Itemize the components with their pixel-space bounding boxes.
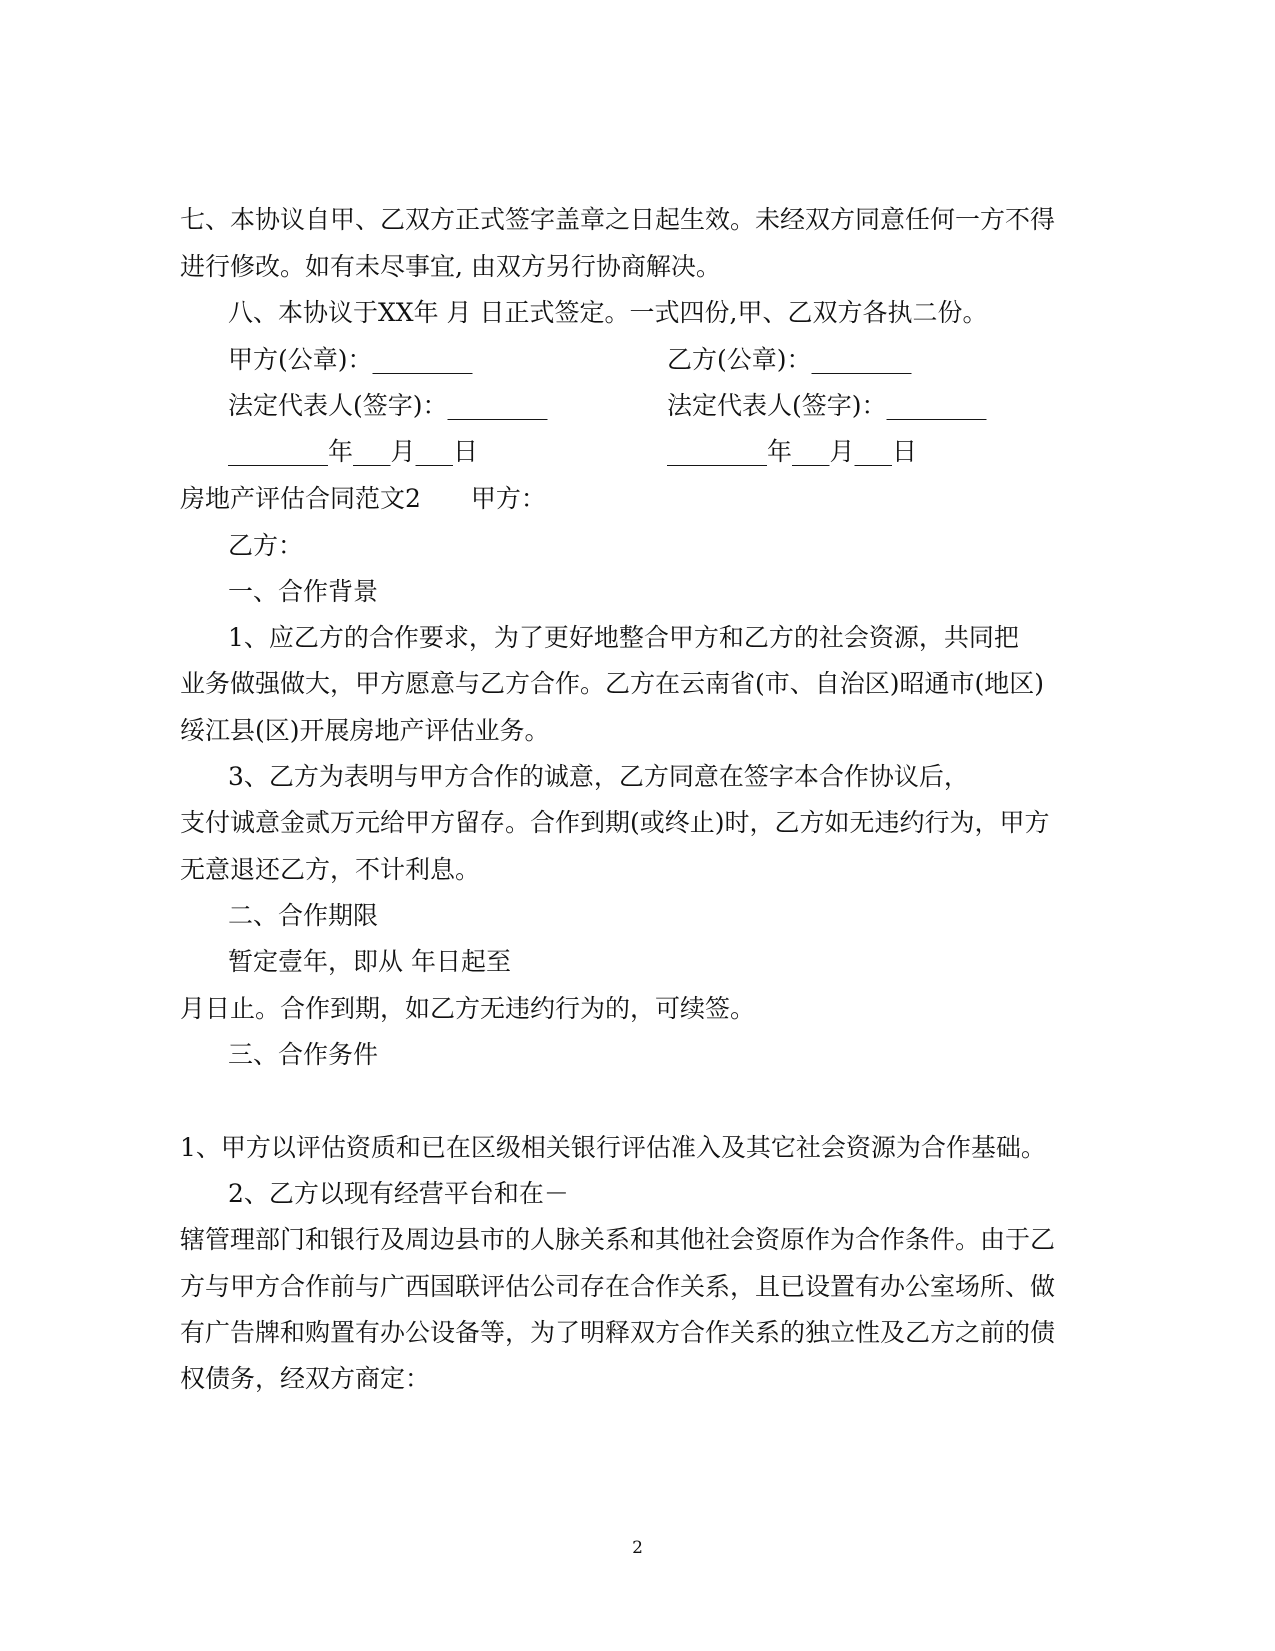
paragraph-line: 乙方： [228,531,304,560]
paragraph-line: 2、乙方以现有经营平台和在－ [228,1179,569,1208]
paragraph-line: 方与甲方合作前与广西国联评估公司存在合作关系，且已设置有办公室场所、做 [180,1272,1056,1301]
section-title: 房地产评估合同范文2 甲方： [180,484,546,513]
paragraph-line: 支付诚意金贰万元给甲方留存。合作到期(或终止)时，乙方如无违约行为，甲方 [180,808,1050,837]
paragraph-line: 进行修改。如有未尽事宜, 由双方另行协商解决。 [180,252,721,281]
party-b-date-line: ________年___月___日 [667,437,918,466]
paragraph-line: 有广告牌和购置有办公设备等，为了明释双方合作关系的独立性及乙方之前的债 [180,1318,1056,1347]
paragraph-line: 权债务，经双方商定： [180,1364,431,1393]
paragraph-line: 七、本协议自甲、乙双方正式签字盖章之日起生效。未经双方同意任何一方不得 [180,205,1056,234]
party-b-representative-line: 法定代表人(签字)：________ [667,391,987,420]
section-heading: 二、合作期限 [228,901,379,930]
party-a-date-line: ________年___月___日 [228,437,479,466]
paragraph-line: 业务做强做大，甲方愿意与乙方合作。乙方在云南省(市、自治区)昭通市(地区) [180,669,1045,698]
paragraph-line: 1、甲方以评估资质和已在区级相关银行评估准入及其它社会资源为合作基础。 [180,1133,1046,1162]
paragraph-line: 3、乙方为表明与甲方合作的诚意，乙方同意在签字本合作协议后， [228,762,969,791]
page-number: 2 [632,1538,643,1558]
paragraph-line: 无意退还乙方，不计利息。 [180,855,481,884]
section-heading: 三、合作务件 [228,1040,379,1069]
section-heading: 一、合作背景 [228,577,379,606]
paragraph-line: 月日止。合作到期，如乙方无违约行为的，可续签。 [180,994,756,1023]
party-b-seal-line: 乙方(公章)：________ [667,345,912,374]
paragraph-line: 绥江县(区)开展房地产评估业务。 [180,716,550,745]
party-a-representative-line: 法定代表人(签字)：________ [228,391,548,420]
paragraph-line: 1、应乙方的合作要求，为了更好地整合甲方和乙方的社会资源，共同把 [228,623,1019,652]
party-a-seal-line: 甲方(公章)：________ [228,345,473,374]
paragraph-line: 八、本协议于XX年 月 日正式签定。一式四份,甲、乙双方各执二份。 [228,298,988,327]
paragraph-line: 暂定壹年，即从 年日起至 [228,947,511,976]
paragraph-line: 辖管理部门和银行及周边县市的人脉关系和其他社会资原作为合作条件。由于乙 [180,1225,1056,1254]
